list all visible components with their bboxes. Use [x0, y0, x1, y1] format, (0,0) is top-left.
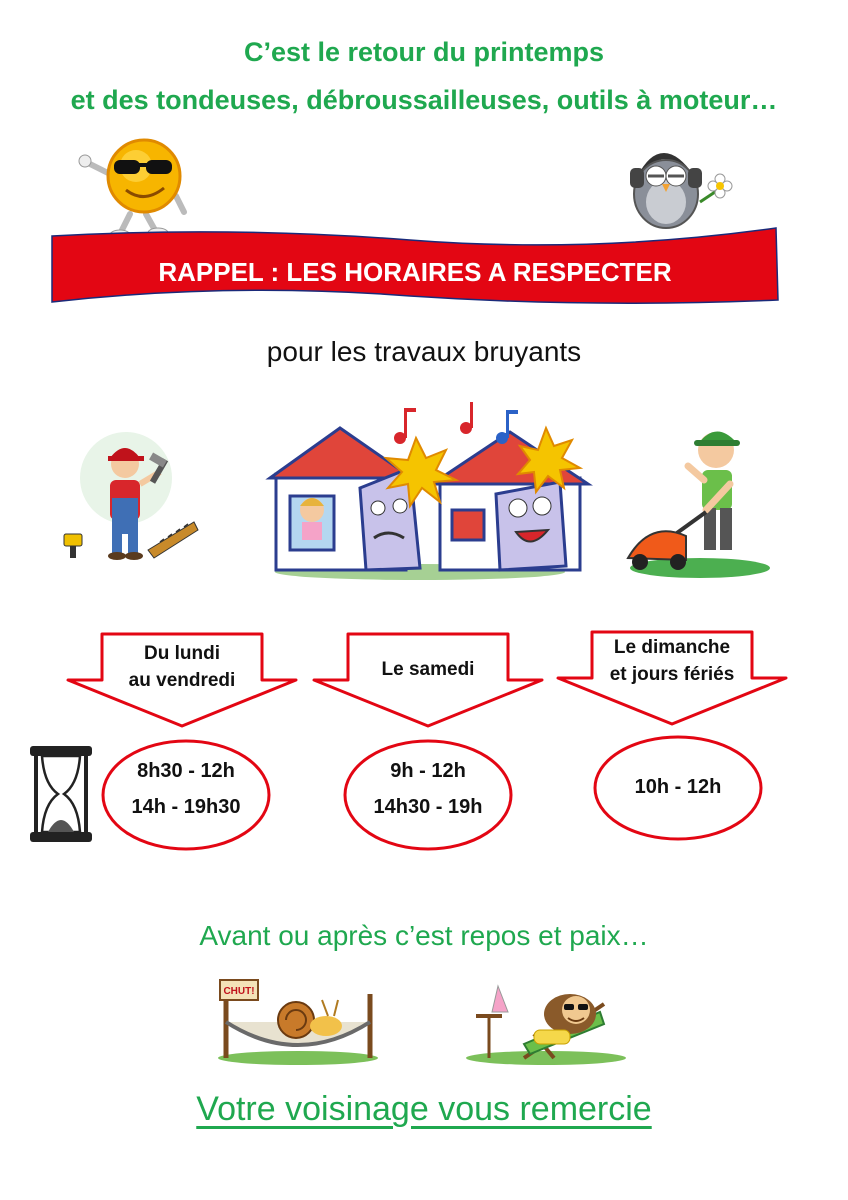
chut-sign: CHUT!	[223, 986, 255, 997]
weekdays-hours	[100, 753, 272, 825]
weekdays-hours-afternoon: 14h - 19h30	[131, 796, 241, 818]
sunday-hours-morning: 10h - 12h	[634, 776, 722, 798]
header-line-1: C’est le retour du printemps	[243, 37, 605, 67]
weekdays-label-line-2: au vendredi	[128, 670, 236, 691]
weekdays-hours-morning: 8h30 - 12h	[137, 760, 235, 782]
weekdays-label-line-1: Du lundi	[144, 643, 220, 664]
banner-title: RAPPEL : LES HORAIRES A RESPECTER	[158, 257, 672, 287]
thanks-message: Votre voisinage vous remercie	[196, 1090, 652, 1128]
saturday-hours-morning: 9h - 12h	[390, 760, 466, 782]
hourglass-icon	[28, 744, 94, 844]
header-line-2: et des tondeuses, débroussailleuses, outils à moteur…	[70, 85, 778, 115]
saturday-label-line-1: Le samedi	[381, 659, 475, 680]
sunday-label-line-1: Le dimanche	[613, 637, 731, 658]
sunday-hours	[592, 769, 764, 805]
saturday-hours	[342, 753, 514, 825]
noisy-houses-icon	[270, 398, 600, 582]
saturday-hours-afternoon: 14h30 - 19h	[373, 796, 483, 818]
rest-message: Avant ou après c’est repos et paix…	[199, 920, 649, 951]
hedgehog-deckchair-icon	[464, 974, 628, 1066]
saturday-label	[348, 656, 508, 683]
subtitle: pour les travaux bruyants	[266, 336, 582, 367]
sunday-label-line-2: et jours fériés	[609, 664, 735, 685]
owl-headphones-icon	[622, 138, 734, 230]
sunday-label	[582, 634, 762, 688]
gardener-mower-icon	[620, 420, 770, 580]
weekdays-label	[102, 640, 262, 694]
handywoman-icon	[60, 428, 200, 564]
